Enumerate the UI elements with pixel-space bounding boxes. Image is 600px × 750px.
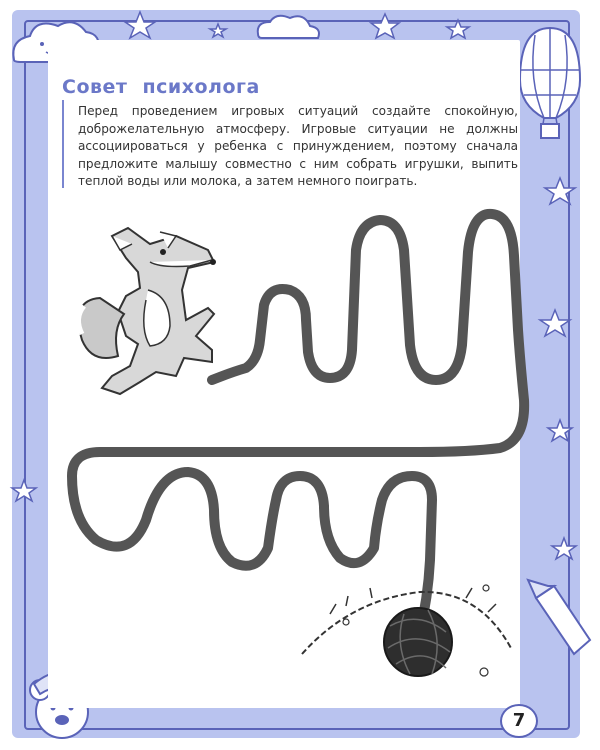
page-number: 7 [500,704,538,738]
yarn-ball-icon [384,608,452,676]
fox-icon [78,228,216,394]
tip-title: Совет психолога [62,76,260,98]
tip-text: Перед проведением игровых ситуаций создайте спокойную, доброжелательную атмосферу. Игровые ситуации не должны ассоциироваться у ребенка с принуждением, поэтому сначала предложите малышу совместно с ним собрать игрушки, выпить теплой воды или молока, а затем немного поиграть. [78,104,518,189]
